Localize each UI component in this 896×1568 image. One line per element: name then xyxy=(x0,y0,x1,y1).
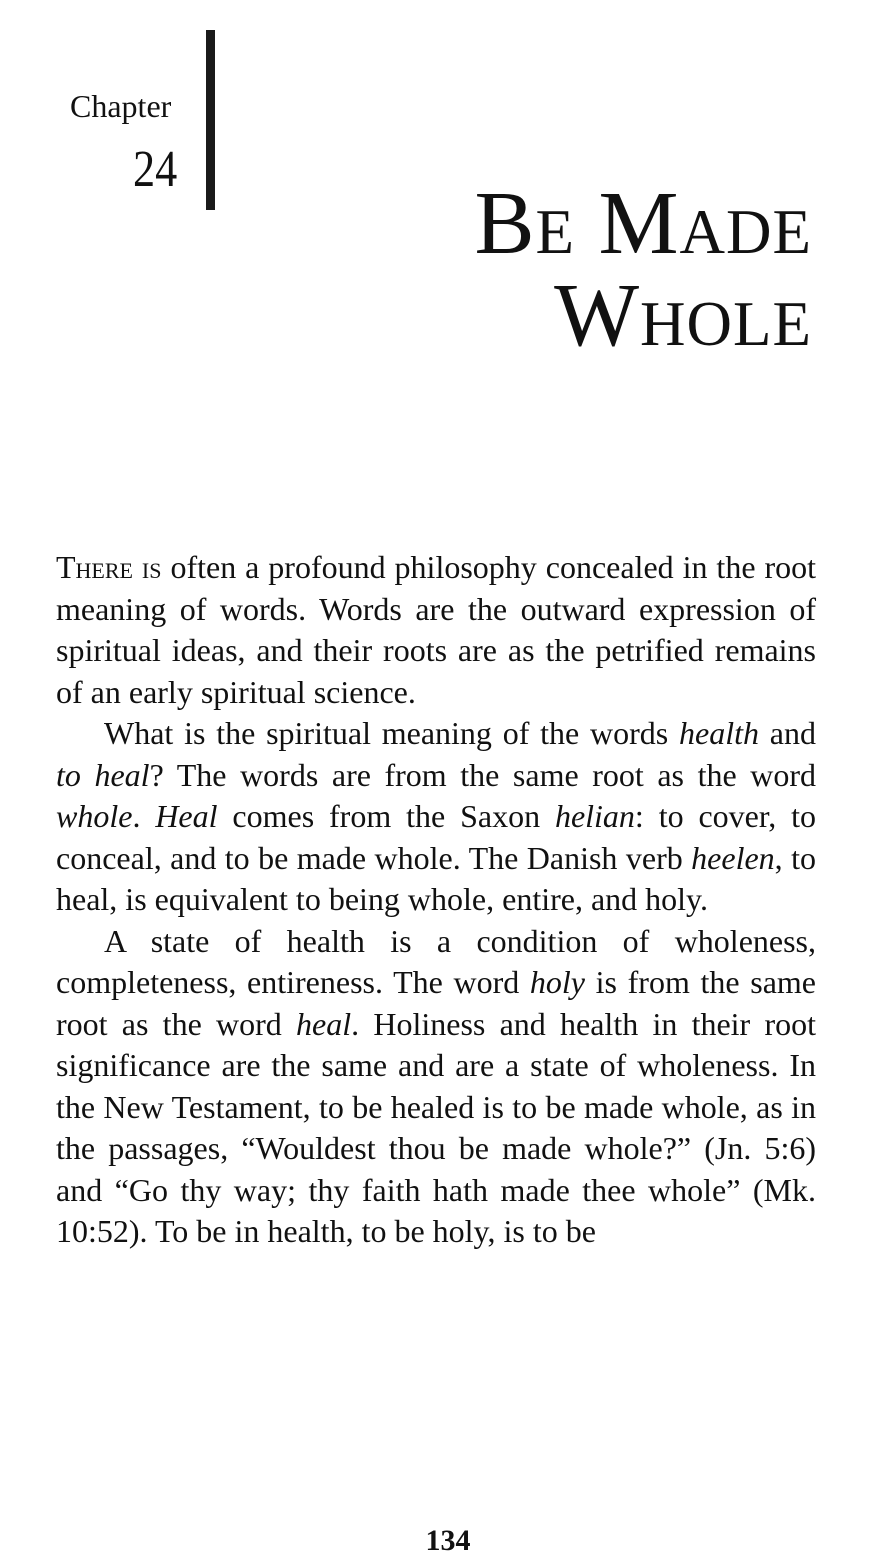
paragraph-3 xyxy=(56,921,816,1253)
emphasis-whole: whole xyxy=(56,798,133,834)
text-span: and xyxy=(759,715,817,751)
paragraph-2 xyxy=(56,713,816,921)
text-span: ? The words are from the same root as the word xyxy=(149,756,817,793)
paragraph-1 xyxy=(56,547,816,713)
emphasis-holy: holy xyxy=(529,964,585,1000)
chapter-title-line-2: Whole xyxy=(554,266,812,366)
chapter-label: Chapter xyxy=(70,88,172,124)
paragraph-1-text: often a profound philosophy concealed in the root meaning of words. Words are the outward expression of spiritual ideas, and their roots are as the petrified remains of an early spiritual science. xyxy=(56,549,817,710)
chapter-divider xyxy=(206,30,215,210)
text-span: . Holiness and health in their root significance are the same and are a state of wholeness. In the New Testament, to be healed is to be made whole, as in the passages, “Wouldest thou be made whole?” (Jn. 5:6) and “Go thy way; thy faith hath made thee whole” (Mk. 10:52). To be in health, to be holy, is to be xyxy=(56,1005,817,1249)
emphasis-helian: helian xyxy=(554,798,635,834)
paragraph-lead-in: There is xyxy=(56,549,162,585)
emphasis-health: health xyxy=(679,715,760,751)
text-span: A state of health is a condition of wholeness, completeness, entireness. The word xyxy=(56,922,816,1000)
text-span: comes from the Saxon xyxy=(217,798,555,834)
chapter-number: 24 xyxy=(133,141,178,198)
chapter-title-line-1: Be Made xyxy=(474,174,812,274)
page-number: 134 xyxy=(425,1524,471,1557)
emphasis-heelen: heelen xyxy=(691,839,775,876)
chapter-title xyxy=(252,174,812,366)
body-text xyxy=(56,547,816,1253)
text-span: , to heal, is equivalent to being whole, entire, and holy. xyxy=(56,839,817,917)
text-span: is from the same root as the word xyxy=(56,964,817,1042)
text-span: What is the spiritual meaning of the words xyxy=(104,715,680,751)
emphasis-to-heal: to heal xyxy=(56,756,150,793)
text-span: : to cover, to conceal, and to be made whole. The Danish verb xyxy=(56,798,816,876)
emphasis-heal: heal xyxy=(296,1005,352,1042)
text-span: . xyxy=(132,798,156,834)
emphasis-heal: Heal xyxy=(155,798,218,834)
